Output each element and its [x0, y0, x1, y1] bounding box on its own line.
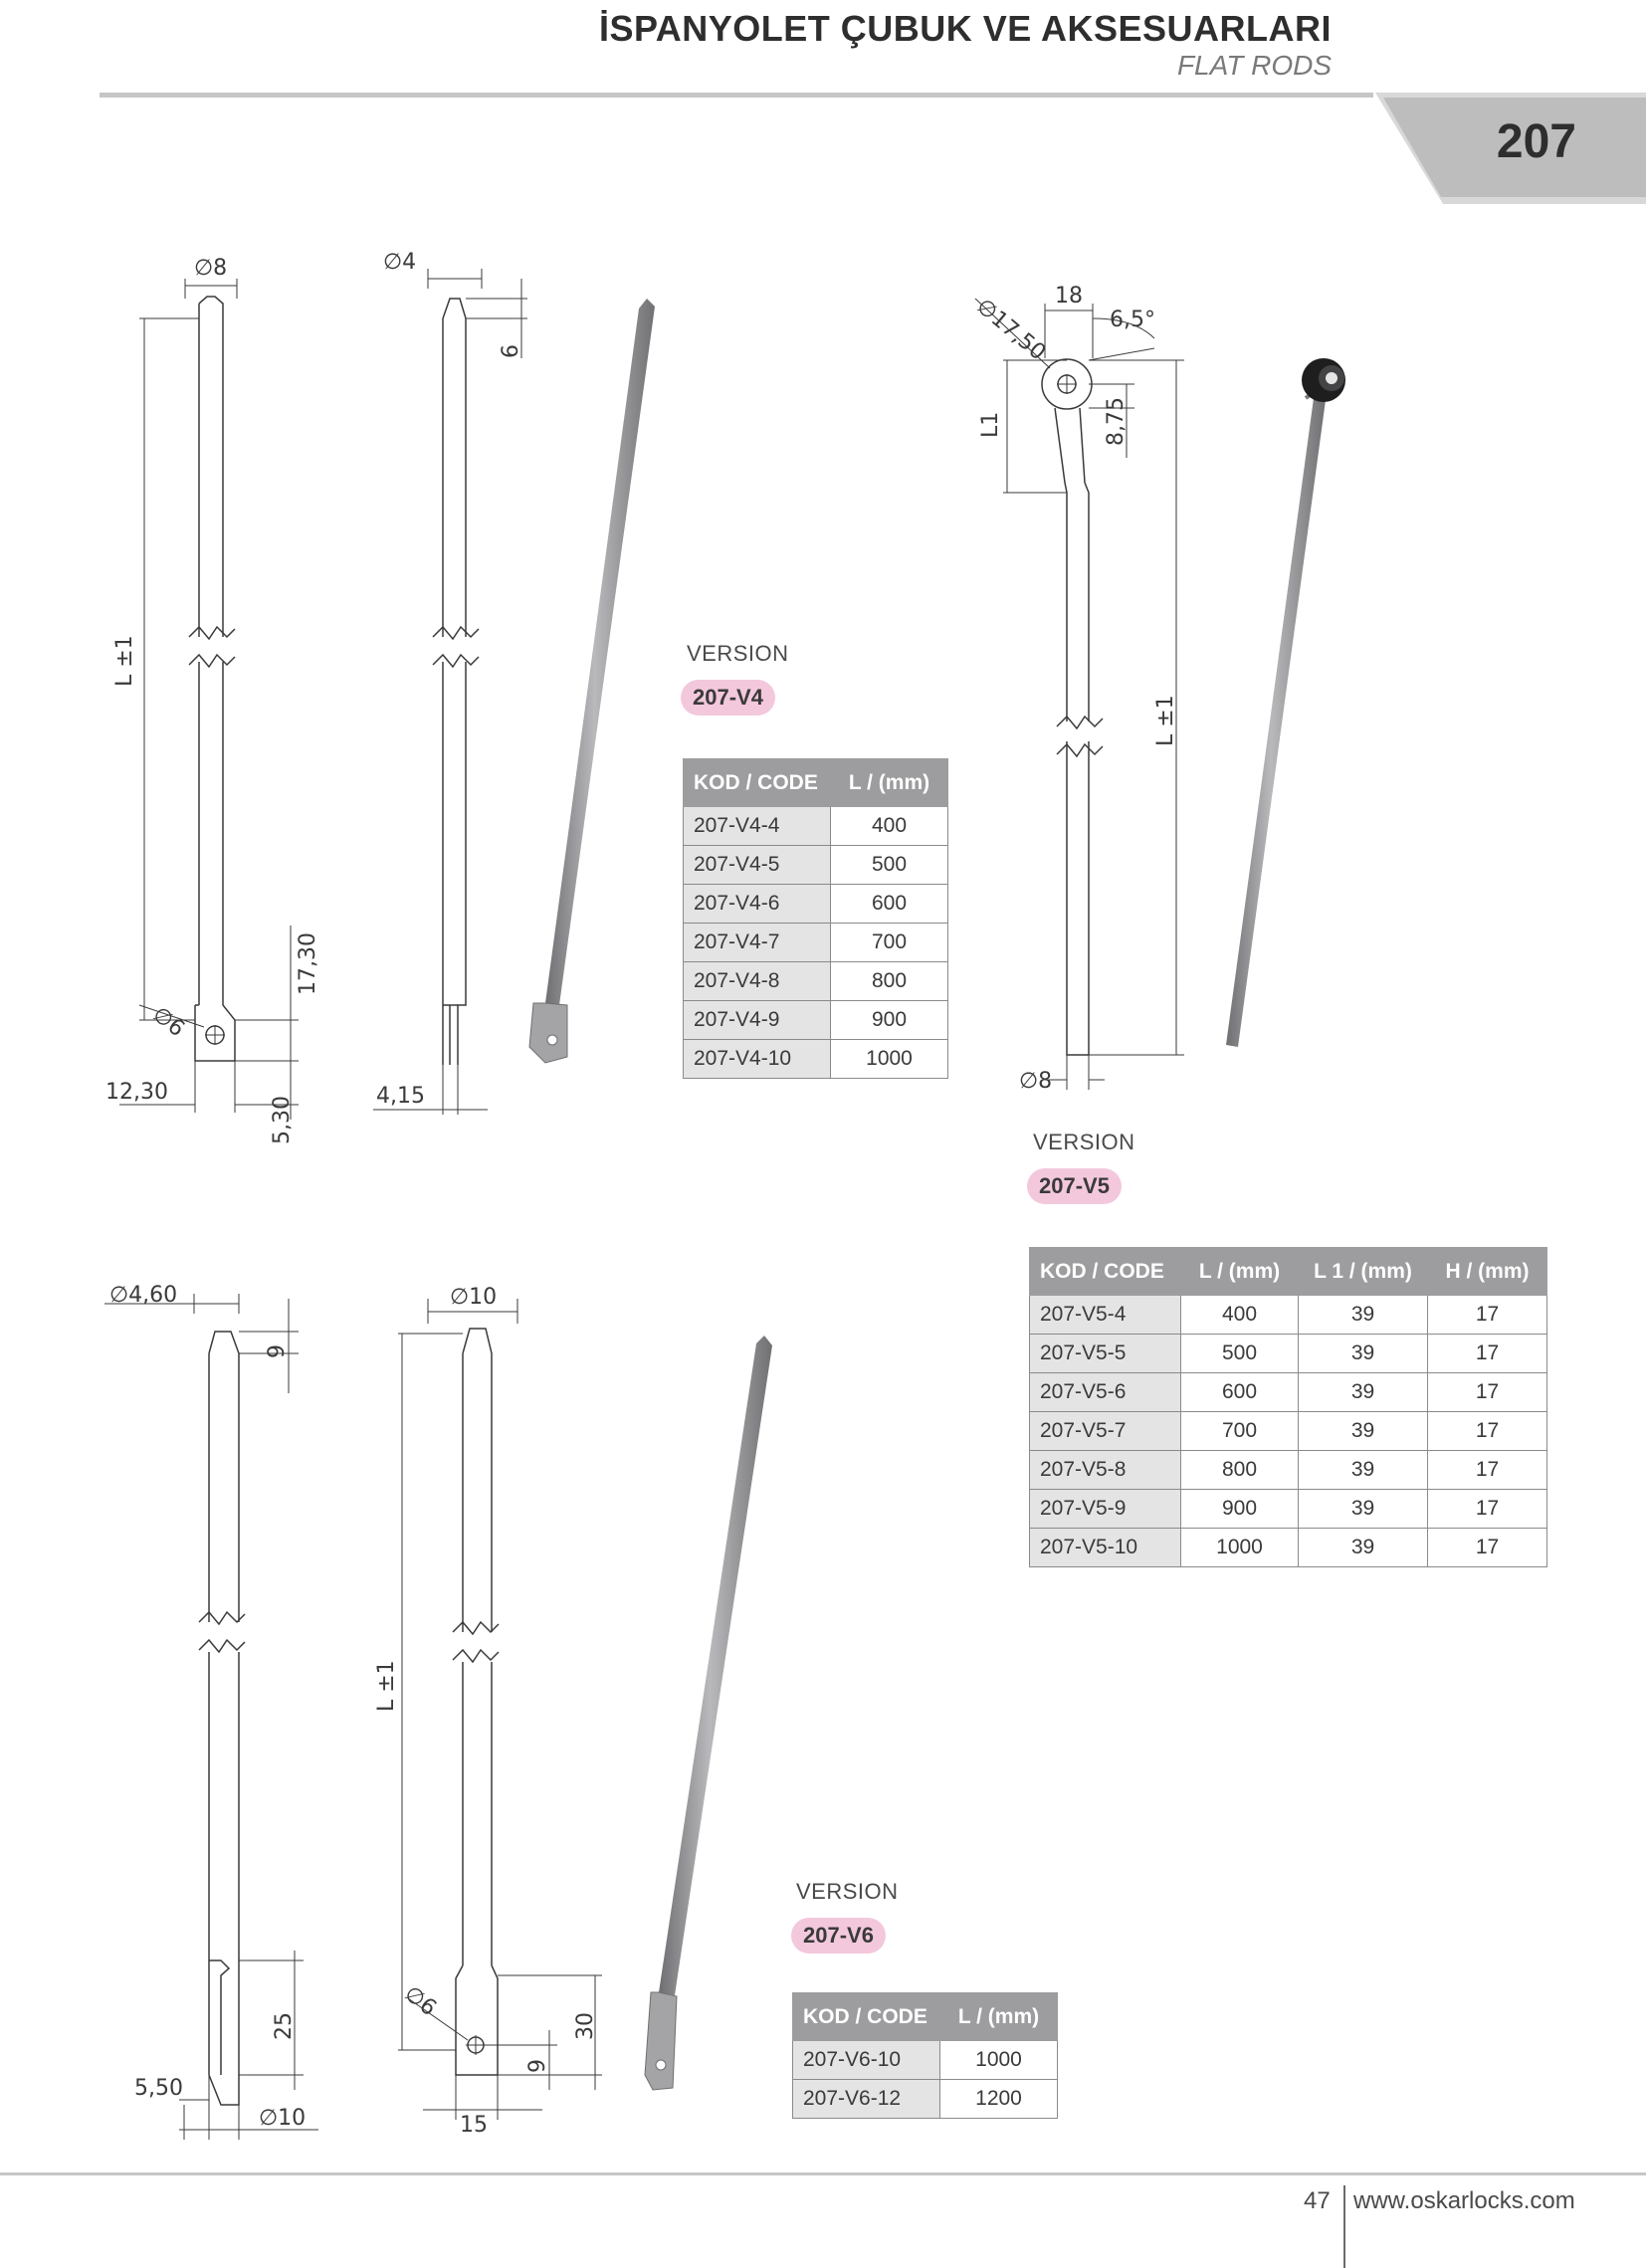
table-row [684, 1040, 948, 1079]
v5-length-cell: 500 [1181, 1335, 1299, 1373]
v5-h-cell: 17 [1428, 1451, 1547, 1490]
table-row [684, 846, 948, 885]
v5-table-header [1030, 1248, 1547, 1296]
v4-spec-table [683, 758, 948, 1079]
v5-col-h: H / (mm) [1428, 1248, 1547, 1296]
v5-h-cell: 17 [1428, 1529, 1547, 1567]
v4-front-drawing [119, 279, 299, 1120]
v6-version-badge: 207-V6 [791, 1918, 886, 1954]
v6-table-header [793, 1993, 1058, 2041]
v5-l1-cell: 39 [1299, 1412, 1428, 1451]
v5-offset-label: 8,75 [1104, 397, 1129, 446]
v4-version-badge: 207-V4 [681, 680, 775, 716]
v5-spec-table [1029, 1247, 1547, 1567]
v5-length-cell: 600 [1181, 1373, 1299, 1412]
footer-rule [0, 2172, 1646, 2175]
v6-tip-label: 9 [265, 1344, 290, 1358]
v5-code-cell: 207-V5-7 [1030, 1412, 1181, 1451]
v4-rod-render [529, 299, 655, 1063]
v4-diameter-label: ∅8 [194, 256, 228, 281]
v5-col-code: KOD / CODE [1030, 1248, 1181, 1296]
v4-code-cell: 207-V4-10 [684, 1040, 831, 1079]
v6-diameter-label: ∅4,60 [109, 1283, 178, 1308]
v6-front-hole-offset-label: 9 [525, 2059, 550, 2073]
v6-front-length-label: L ±1 [374, 1660, 399, 1712]
v4-hole-label: ∅6 [147, 1002, 189, 1043]
v4-length-cell: 700 [831, 924, 948, 962]
v4-code-cell: 207-V4-6 [684, 885, 831, 924]
v4-length-label: L ±1 [112, 635, 137, 687]
v4-code-cell: 207-V4-5 [684, 846, 831, 885]
v6-front-hole-label: ∅6 [399, 1981, 441, 2022]
v5-h-cell: 17 [1428, 1490, 1547, 1529]
v6-width-label: 5,50 [134, 2076, 183, 2101]
v4-length-cell: 900 [831, 1001, 948, 1040]
table-row [684, 962, 948, 1001]
v5-width-label: 18 [1055, 284, 1083, 309]
v4-length-cell: 400 [831, 807, 948, 846]
v5-code-cell: 207-V5-8 [1030, 1451, 1181, 1490]
table-row [684, 885, 948, 924]
v4-length-cell: 1000 [831, 1040, 948, 1079]
v5-ring-diameter-label: ∅17,50 [971, 294, 1051, 366]
v5-length-cell: 900 [1181, 1490, 1299, 1529]
v6-code-cell: 207-V6-10 [793, 2041, 940, 2080]
v5-rod-diameter-label: ∅8 [1019, 1069, 1053, 1094]
v5-l1-cell: 39 [1299, 1335, 1428, 1373]
v5-rod-render [1226, 358, 1345, 1047]
v5-angle-label: 6,5° [1110, 308, 1155, 332]
v5-l1-cell: 39 [1299, 1451, 1428, 1490]
v4-table-header [684, 759, 948, 807]
v5-l1-cell: 39 [1299, 1490, 1428, 1529]
section-number: 207 [1496, 115, 1576, 168]
v4-length-cell: 500 [831, 846, 948, 885]
table-row [1030, 1373, 1547, 1412]
v6-col-code: KOD / CODE [793, 1993, 940, 2041]
v4-dim-b-label: 12,30 [105, 1080, 168, 1105]
v5-version-label: VERSION [1033, 1130, 1135, 1154]
v4-code-cell: 207-V4-8 [684, 962, 831, 1001]
v5-code-cell: 207-V5-10 [1030, 1529, 1181, 1567]
v5-length-cell: 800 [1181, 1451, 1299, 1490]
table-row [1030, 1529, 1547, 1567]
v6-front-diameter-label: ∅10 [450, 1285, 498, 1310]
v5-version-badge: 207-V5 [1027, 1168, 1122, 1204]
v5-code-cell: 207-V5-6 [1030, 1373, 1181, 1412]
v5-h-cell: 17 [1428, 1335, 1547, 1373]
v4-length-cell: 800 [831, 962, 948, 1001]
v6-spec-table [792, 1992, 1058, 2119]
v6-front-end-length-label: 30 [573, 2012, 598, 2040]
table-row [793, 2041, 1058, 2080]
v5-length-cell: 1000 [1181, 1529, 1299, 1567]
table-row [1030, 1296, 1547, 1335]
v4-code-cell: 207-V4-9 [684, 1001, 831, 1040]
v4-version-label: VERSION [687, 641, 789, 666]
v5-l1-cell: 39 [1299, 1296, 1428, 1335]
v5-code-cell: 207-V5-5 [1030, 1335, 1181, 1373]
table-row [1030, 1451, 1547, 1490]
v5-code-cell: 207-V5-9 [1030, 1490, 1181, 1529]
page-subtitle: FLAT RODS [1176, 50, 1332, 81]
v4-dim-a-label: 17,30 [296, 932, 320, 995]
table-row [1030, 1490, 1547, 1529]
page-title: İSPANYOLET ÇUBUK VE AKSESUARLARI [598, 8, 1332, 49]
v6-length-cell: 1200 [940, 2080, 1058, 2119]
v4-code-cell: 207-V4-4 [684, 807, 831, 846]
v4-length-cell: 600 [831, 885, 948, 924]
v5-h-cell: 17 [1428, 1296, 1547, 1335]
v5-h-cell: 17 [1428, 1412, 1547, 1451]
table-row [1030, 1412, 1547, 1451]
footer-divider [1343, 2185, 1345, 2268]
v5-length-cell: 700 [1181, 1412, 1299, 1451]
v4-side-tip-label: 6 [499, 344, 523, 358]
v6-code-cell: 207-V6-12 [793, 2080, 940, 2119]
v5-l1-cell: 39 [1299, 1373, 1428, 1412]
v5-l1-label: L1 [978, 411, 1003, 438]
v4-col-length: L / (mm) [831, 759, 948, 807]
v6-bottom-diameter-label: ∅10 [259, 2106, 307, 2131]
table-row [1030, 1335, 1547, 1373]
v5-h-cell: 17 [1428, 1373, 1547, 1412]
table-row [793, 2080, 1058, 2119]
v5-col-length: L / (mm) [1181, 1248, 1299, 1296]
page-number: 47 [1304, 2187, 1331, 2214]
v4-col-code: KOD / CODE [684, 759, 831, 807]
v4-dim-c-label: 5,30 [270, 1096, 295, 1144]
table-row [684, 807, 948, 846]
v4-side-diameter-label: ∅4 [383, 250, 417, 275]
table-row [684, 1001, 948, 1040]
v6-slot-label: 25 [272, 2012, 297, 2040]
v6-version-label: VERSION [796, 1879, 899, 1904]
v6-front-end-width-label: 15 [460, 2113, 488, 2138]
v5-code-cell: 207-V5-4 [1030, 1296, 1181, 1335]
v5-col-l1: L 1 / (mm) [1299, 1248, 1428, 1296]
v6-length-cell: 1000 [940, 2041, 1058, 2080]
v4-side-thickness-label: 4,15 [376, 1084, 425, 1109]
v6-rod-render [645, 1336, 772, 2090]
table-row [684, 924, 948, 962]
v5-l1-cell: 39 [1299, 1529, 1428, 1567]
website-link[interactable]: www.oskarlocks.com [1353, 2187, 1575, 2214]
v4-side-drawing [373, 269, 527, 1115]
v6-col-length: L / (mm) [940, 1993, 1058, 2041]
v4-code-cell: 207-V4-7 [684, 924, 831, 962]
v5-length-label: L ±1 [1153, 695, 1178, 746]
v5-length-cell: 400 [1181, 1296, 1299, 1335]
v5-front-drawing [975, 299, 1184, 1090]
